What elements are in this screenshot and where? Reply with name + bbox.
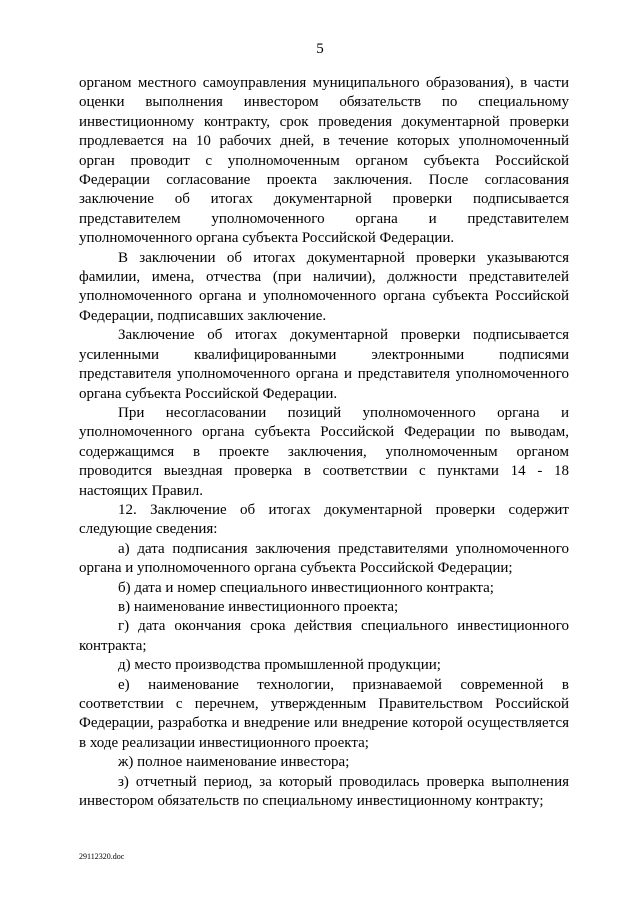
list-item-z: з) отчетный период, за который проводилась проверка выполнения инвестором обязательств по специальному инвестиционному контракту;	[79, 773, 569, 810]
paragraph-signatories: В заключении об итогах документарной проверки указываются фамилии, имена, отчества (при наличии), должности представителей уполномоченного органа и уполномоченного органа субъекта Российской Федерации, подписавших заключение.	[79, 249, 569, 324]
list-item-e: е) наименование технологии, признаваемой современной в соответствии с перечнем, утвержденным Правительством Российской Федерации, разработка и внедрение или внедрение которой осуществляется в ходе реализации инвестиционного проекта;	[79, 676, 569, 751]
paragraph-continuation: органом местного самоуправления муниципального образования), в части оценки выполнения инвестором обязательств по специальному инвестиционному контракту, срок проведения документарной проверки продлевается на 10 рабочих дней, в течение которых уполномоченный орган проводит с уполномоченным органом субъекта Российской Федерации согласование проекта заключения. После согласования заключение об итогах документарной проверки подписывается представителем уполномоченного органа и представителем уполномоченного органа субъекта Российской Федерации.	[79, 75, 569, 247]
paragraph-disagreement: При несогласовании позиций уполномоченного органа и уполномоченного органа субъекта Российской Федерации по выводам, содержащимся в проекте заключения, уполномоченным органом проводится выездная проверка в соответствии с пунктами 14 - 18 настоящих Правил.	[79, 404, 569, 499]
list-item-v: в) наименование инвестиционного проекта;	[118, 598, 399, 615]
document-body	[79, 74, 569, 811]
paragraph-item-12: 12. Заключение об итогах документарной проверки содержит следующие сведения:	[79, 501, 569, 538]
list-item-zh: ж) полное наименование инвестора;	[118, 754, 350, 771]
list-item-g: г) дата окончания срока действия специального инвестиционного контракта;	[79, 618, 569, 654]
footer-doc-code: 29112320.doc	[79, 852, 125, 861]
list-item-d: д) место производства промышленной продукции;	[118, 657, 441, 674]
page-number: 5	[316, 41, 324, 57]
list-item-b: б) дата и номер специального инвестиционного контракта;	[118, 579, 494, 596]
list-item-a: а) дата подписания заключения представителями уполномоченного органа и уполномоченного органа субъекта Российской Федерации;	[79, 540, 569, 577]
paragraph-electronic-signatures: Заключение об итогах документарной проверки подписывается усиленными квалифицированными электронными подписями представителя уполномоченного органа и представителя уполномоченного органа субъекта Российской Федерации.	[79, 327, 569, 402]
